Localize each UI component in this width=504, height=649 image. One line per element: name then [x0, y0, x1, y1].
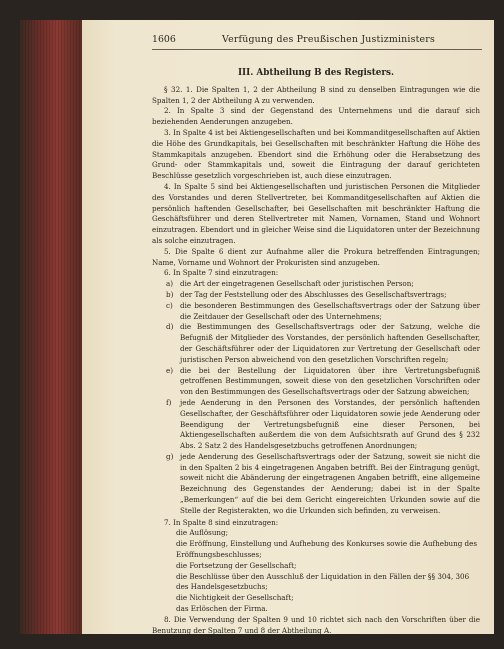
page-edge	[20, 20, 82, 634]
list-item	[166, 290, 480, 301]
page-number: 1606	[152, 34, 176, 45]
list-text: die bei der Bestellung der Liquidatoren über ihre Vertretungsbefugniß getroffenen Bestimmungen, soweit diese von den gesetzlichen Vorschriften oder von den Bestimmungen des Gesellschaftsvertrags oder der Satzung abweichen;	[180, 365, 480, 397]
list-item	[166, 322, 480, 365]
list-text: jede Aenderung des Gesellschaftsvertrags oder der Satzung, soweit sie nicht die in den Spalten 2 bis 4 eingetragenen Angaben betrifft. Bei der Eintragung genügt, soweit nicht die Abänderung der eingetragenen Angaben betrifft, eine allgemeine Bezeichnung des Gegenstandes der Aenderung; dabei ist in der Spalte „Bemerkungen“ auf die bei dem Gericht eingereichten Urkunden sowie auf die Stelle der Registerakten, wo die Urkunden sich befinden, zu verweisen.	[180, 451, 480, 515]
paragraph-4: 4. In Spalte 5 sind bei Aktiengesellschaften und juristischen Personen die Mitglieder des Vorstandes und deren Stellvertreter, bei Kommanditgesellschaften auf Aktien die persönlich haftenden Gesellschafter, bei Gesellschaften mit beschränkter Haftung die Geschäftsführer und deren Stellvertreter mit Namen, Vornamen, Stand und Wohnort einzutragen. Ebendort und in gleicher Weise sind die Liquidatoren unter der Bezeichnung als solche einzutragen.	[152, 181, 480, 245]
list-text: die besonderen Bestimmungen des Gesellschaftsvertrags oder der Satzung über die Zeitdauer der Gesellschaft oder des Unternehmens;	[180, 300, 480, 321]
section-title: III. Abtheilung B des Registers.	[237, 68, 395, 78]
list-label: d)	[166, 322, 174, 332]
list-label: f)	[166, 397, 172, 407]
running-header: Verfügung des Preußischen Justizministers	[222, 34, 436, 45]
list-text: der Tag der Feststellung oder des Abschlusses des Gesellschaftsvertrags;	[180, 289, 447, 299]
list-item: die Beschlüsse über den Ausschluß der Liquidation in den Fällen der §§ 304, 306 des Handelsgesetzbuchs;	[176, 571, 470, 592]
document-body	[152, 68, 480, 636]
list-item	[166, 398, 480, 452]
list-text: die Bestimmungen des Gesellschaftsvertrags oder der Satzung, welche die Befugniß der Mitglieder des Vorstandes, der persönlich haftenden Gesellschafter, der Geschäftsführer oder der Liquidatoren zur Vertretung der Gesellschaft oder juristischen Person abweichend von den gesetzlichen Vorschriften regeln;	[180, 322, 480, 364]
paragraph-5: 5. Die Spalte 6 dient zur Aufnahme aller die Prokura betreffenden Eintragungen; Name, Vorname und Wohnort der Prokuristen sind anzugeben.	[152, 246, 480, 267]
list-item: die Eröffnung, Einstellung und Aufhebung des Konkurses sowie die Aufhebung des Eröffnungsbeschlusses;	[176, 539, 478, 560]
list-item: die Auflösung;	[176, 528, 229, 538]
list-item: die Nichtigkeit der Gesellschaft;	[176, 593, 294, 603]
paragraph-2: 2. In Spalte 3 sind der Gegenstand des Unternehmens und die darauf sich beziehenden Aenderungen anzugeben.	[152, 106, 480, 127]
list-label: a)	[166, 279, 174, 289]
list-text: jede Aenderung in den Personen des Vorstandes, der persönlich haftenden Gesellschafter, der Geschäftsführer oder Liquidatoren sowie jede Aenderung oder Beendigung der Vertretungsbefugniß eine dieser Personen, bei Aktiengesellschaften außerdem die von dem Aufsichtsrath auf Grund des § 232 Abs. 2 Satz 2 des Handelsgesetzbuchs getroffenen Anordnungen;	[180, 397, 480, 451]
list-label: b)	[166, 289, 174, 299]
list-label: e)	[166, 365, 174, 375]
paragraph-7-intro: 7. In Spalte 8 sind einzutragen:	[164, 517, 279, 527]
list-item: das Erlöschen der Firma.	[176, 604, 268, 614]
list-6	[152, 279, 480, 517]
list-label: c)	[166, 300, 173, 310]
list-item	[166, 301, 480, 323]
document-page	[82, 20, 494, 634]
paragraph-6-intro: 6. In Spalte 7 sind einzutragen:	[164, 268, 279, 278]
list-text: die Art der eingetragenen Gesellschaft oder juristischen Person;	[180, 279, 414, 289]
list-item	[166, 279, 480, 290]
list-item: die Fortsetzung der Gesellschaft;	[176, 560, 297, 570]
list-item	[166, 366, 480, 398]
paragraph-1: § 32. 1. Die Spalten 1, 2 der Abtheilung B sind zu denselben Eintragungen wie die Spalten 1, 2 der Abtheilung A zu verwenden.	[152, 84, 480, 105]
paragraph-3: 3. In Spalte 4 ist bei Aktiengesellschaften und bei Kommanditgesellschaften auf Aktien die Höhe des Grundkapitals, bei Gesellschaften mit beschränkter Haftung die Höhe des Stammkapitals anzugeben. Ebendort sind die Erhöhung oder die Herabsetzung des Grund- oder Stammkapitals und, soweit die Eintragung der darauf gerichteten Beschlüsse gesetzlich vorgeschrieben ist, auch diese einzutragen.	[152, 127, 480, 181]
paragraph-8: 8. Die Verwendung der Spalten 9 und 10 richtet sich nach den Vorschriften über die Benutzung der Spalten 7 und 8 der Abtheilung A.	[152, 614, 480, 635]
list-7	[176, 528, 480, 614]
header-rule	[152, 49, 482, 50]
list-item	[166, 452, 480, 517]
list-label: g)	[166, 451, 174, 461]
